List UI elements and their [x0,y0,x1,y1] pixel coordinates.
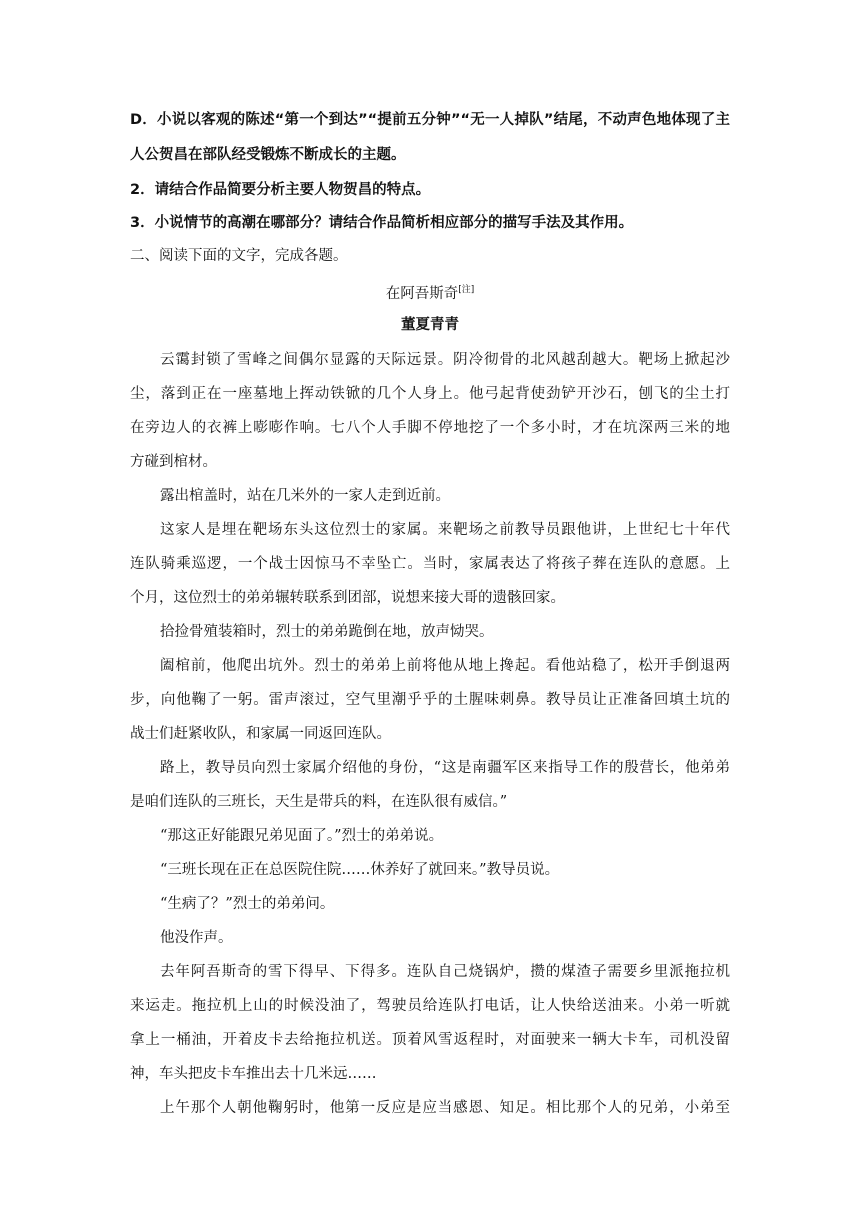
article-author: 董夏青青 [401,316,459,333]
body-line: 方碰到棺材。 [130,454,217,470]
body-line: 他没作声。 [160,930,233,946]
option-d-line-2: 人公贺昌在部队经受锻炼不断成长的主题。 [130,147,406,163]
article-title [0,280,860,304]
body-line: 上午那个人朝他鞠躬时，他第一反应是应当感恩、知足。相比那个人的兄弟，小弟至 [160,1100,730,1116]
section-heading: 二、阅读下面的文字，完成各题。 [130,248,348,264]
body-line: 个月，这位烈士的弟弟辗转联系到团部，说想来接大哥的遗骸回家。 [130,590,565,606]
option-d-line-1: D．小说以客观的陈述“第一个到达”“提前五分钟”“无一人掉队”结尾，不动声色地体现了主 [130,112,730,128]
article-title-text: 在阿吾斯奇 [385,286,459,302]
body-line: 阖棺前，他爬出坑外。烈士的弟弟上前将他从地上搀起。看他站稳了，松开手倒退两 [160,658,730,674]
body-line: 云霭封锁了雪峰之间偶尔显露的天际远景。阴冷彻骨的北风越刮越大。靶场上掀起沙 [160,352,730,368]
body-line: 在旁边人的衣裤上嘭嘭作响。七八个人手脚不停地挖了一个多小时，才在坑深两三米的地 [130,420,730,436]
body-line: 步，向他鞠了一躬。雷声滚过，空气里潮乎乎的土腥味刺鼻。教导员让正准备回填土坑的 [130,692,730,708]
body-line: 连队骑乘巡逻，一个战士因惊马不幸坠亡。当时，家属表达了将孩子葬在连队的意愿。上 [130,556,730,572]
body-line: 露出棺盖时，站在几米外的一家人走到近前。 [160,488,450,504]
body-line: 拾捡骨殖装箱时，烈士的弟弟跪倒在地，放声恸哭。 [160,624,494,640]
body-line: 尘，落到正在一座墓地上挥动铁锨的几个人身上。他弓起背使劲铲开沙石，刨飞的尘土打 [130,386,730,402]
body-line: “三班长现在正在总医院住院……休养好了就回来。”教导员说。 [160,862,560,878]
body-line: 战士们赶紧收队，和家属一同返回连队。 [130,726,391,742]
body-line: 是咱们连队的三班长，天生是带兵的料，在连队很有威信。” [130,794,508,810]
article-title-note: [注] [458,285,475,295]
question-2: 2．请结合作品简要分析主要人物贺昌的特点。 [130,182,431,198]
body-line: 路上，教导员向烈士家属介绍他的身份，“这是南疆军区来指导工作的殷营长，他弟弟 [160,760,730,776]
body-line: 这家人是埋在靶场东头这位烈士的家属。来靶场之前教导员跟他讲，上世纪七十年代 [160,522,730,538]
body-line: 去年阿吾斯奇的雪下得早、下得多。连队自己烧锅炉，攒的煤渣子需要乡里派拖拉机 [160,964,730,980]
body-line: “那这正好能跟兄弟见面了。”烈士的弟弟说。 [160,828,444,844]
body-line: 拿上一桶油，开着皮卡去给拖拉机送。顶着风雪返程时，对面驶来一辆大卡车，司机没留 [130,1032,730,1048]
body-line: 来运走。拖拉机上山的时候没油了，驾驶员给连队打电话，让人快给送油来。小弟一听就 [130,998,730,1014]
question-3: 3．小说情节的高潮在哪部分？请结合作品简析相应部分的描写手法及其作用。 [130,215,634,231]
body-line: “生病了？”烈士的弟弟问。 [160,896,335,912]
body-line: 神，车头把皮卡车推出去十几米远…… [130,1066,377,1082]
